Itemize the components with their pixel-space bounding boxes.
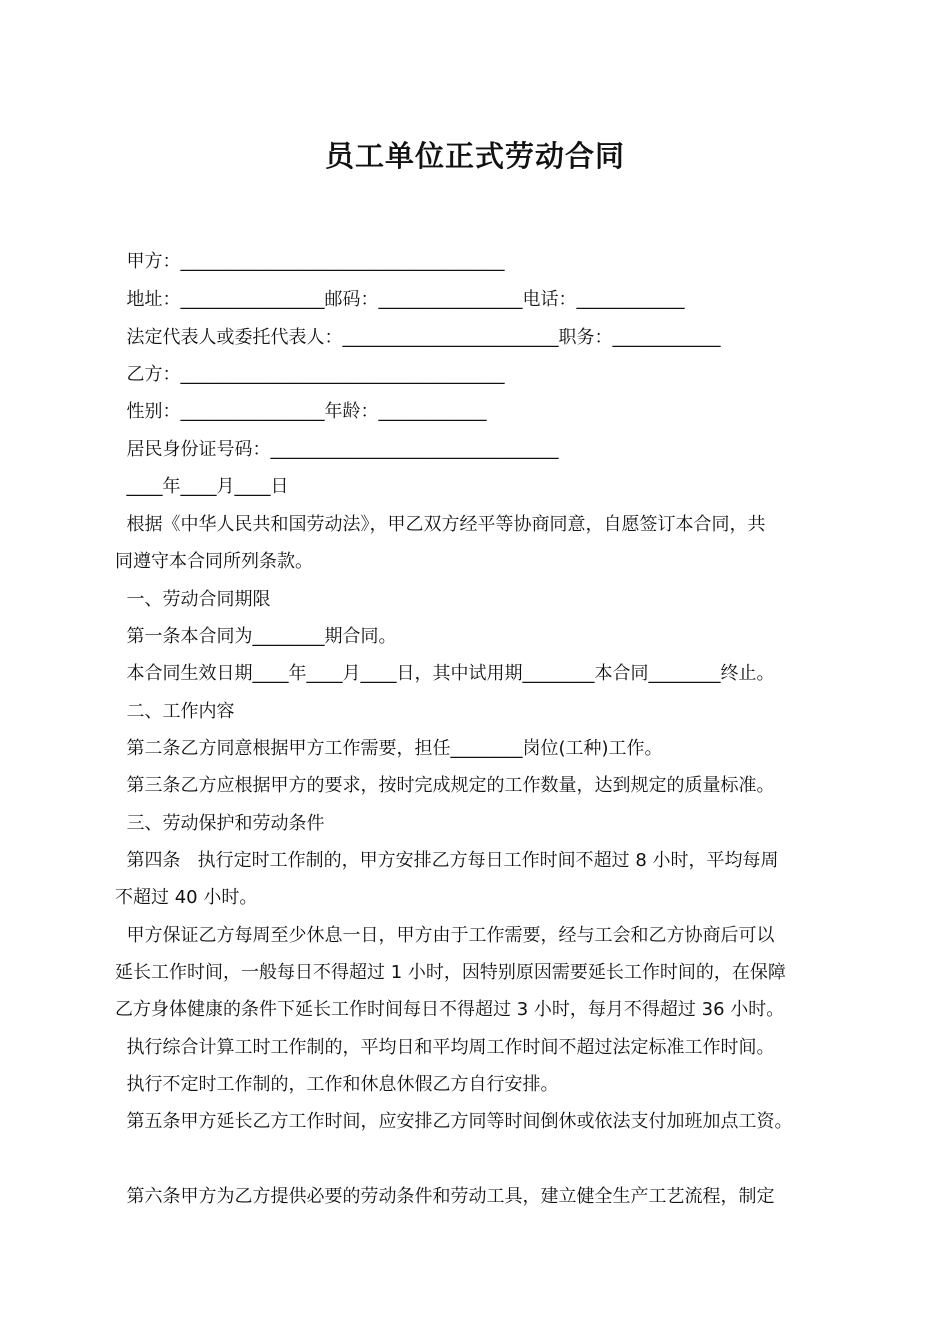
- gender-age-line: 性别：________________年龄：____________: [115, 401, 487, 422]
- paragraph-line: 延长工作时间，一般每日不得超过 1 小时，因特别原因需要延长工作时间的，在保障: [115, 962, 786, 983]
- preamble-line: 同遵守本合同所列条款。: [115, 551, 313, 572]
- party-b-line: 乙方：____________________________________: [115, 364, 505, 385]
- id-number-line: 居民身份证号码：________________________________: [115, 439, 559, 460]
- section-heading: 二、工作内容: [115, 701, 235, 722]
- address-line: 地址：________________邮码：________________电话：____________: [115, 289, 685, 310]
- article-line: 第五条甲方延长乙方工作时间，应安排乙方同等时间倒休或依法支付加班加点工资。: [115, 1111, 793, 1132]
- section-heading: 三、劳动保护和劳动条件: [115, 813, 325, 834]
- article-line: 第四条 执行定时工作制的，甲方安排乙方每日工作时间不超过 8 小时，平均每周: [115, 850, 779, 871]
- article-line: 不超过 40 小时。: [115, 887, 258, 908]
- paragraph-line: 执行不定时工作制的，工作和休息休假乙方自行安排。: [115, 1074, 559, 1095]
- article-line: 本合同生效日期____年____月____日，其中试用期________本合同________终止。: [115, 663, 775, 684]
- date-line: ____年____月____日: [115, 476, 289, 497]
- article-line: 第六条甲方为乙方提供必要的劳动条件和劳动工具，建立健全生产工艺流程，制定: [115, 1186, 775, 1207]
- party-a-line: 甲方：____________________________________: [115, 251, 505, 272]
- article-line: 第二条乙方同意根据甲方工作需要，担任________岗位(工种)工作。: [115, 738, 663, 759]
- paragraph-line: 乙方身体健康的条件下延长工作时间每日不得超过 3 小时，每月不得超过 36 小时。: [115, 999, 785, 1020]
- paragraph-line: 执行综合计算工时工作制的，平均日和平均周工作时间不超过法定标准工作时间。: [115, 1037, 775, 1058]
- paragraph-line: 甲方保证乙方每周至少休息一日，甲方由于工作需要，经与工会和乙方协商后可以: [115, 925, 775, 946]
- preamble-line: 根据《中华人民共和国劳动法》，甲乙双方经平等协商同意，自愿签订本合同，共: [115, 514, 766, 535]
- representative-line: 法定代表人或委托代表人：________________________职务：____________: [115, 327, 721, 348]
- section-heading: 一、劳动合同期限: [115, 589, 271, 610]
- article-line: 第一条本合同为________期合同。: [115, 626, 397, 647]
- document-title: 员工单位正式劳动合同: [324, 139, 625, 173]
- article-line: 第三条乙方应根据甲方的要求，按时完成规定的工作数量，达到规定的质量标准。: [115, 775, 775, 796]
